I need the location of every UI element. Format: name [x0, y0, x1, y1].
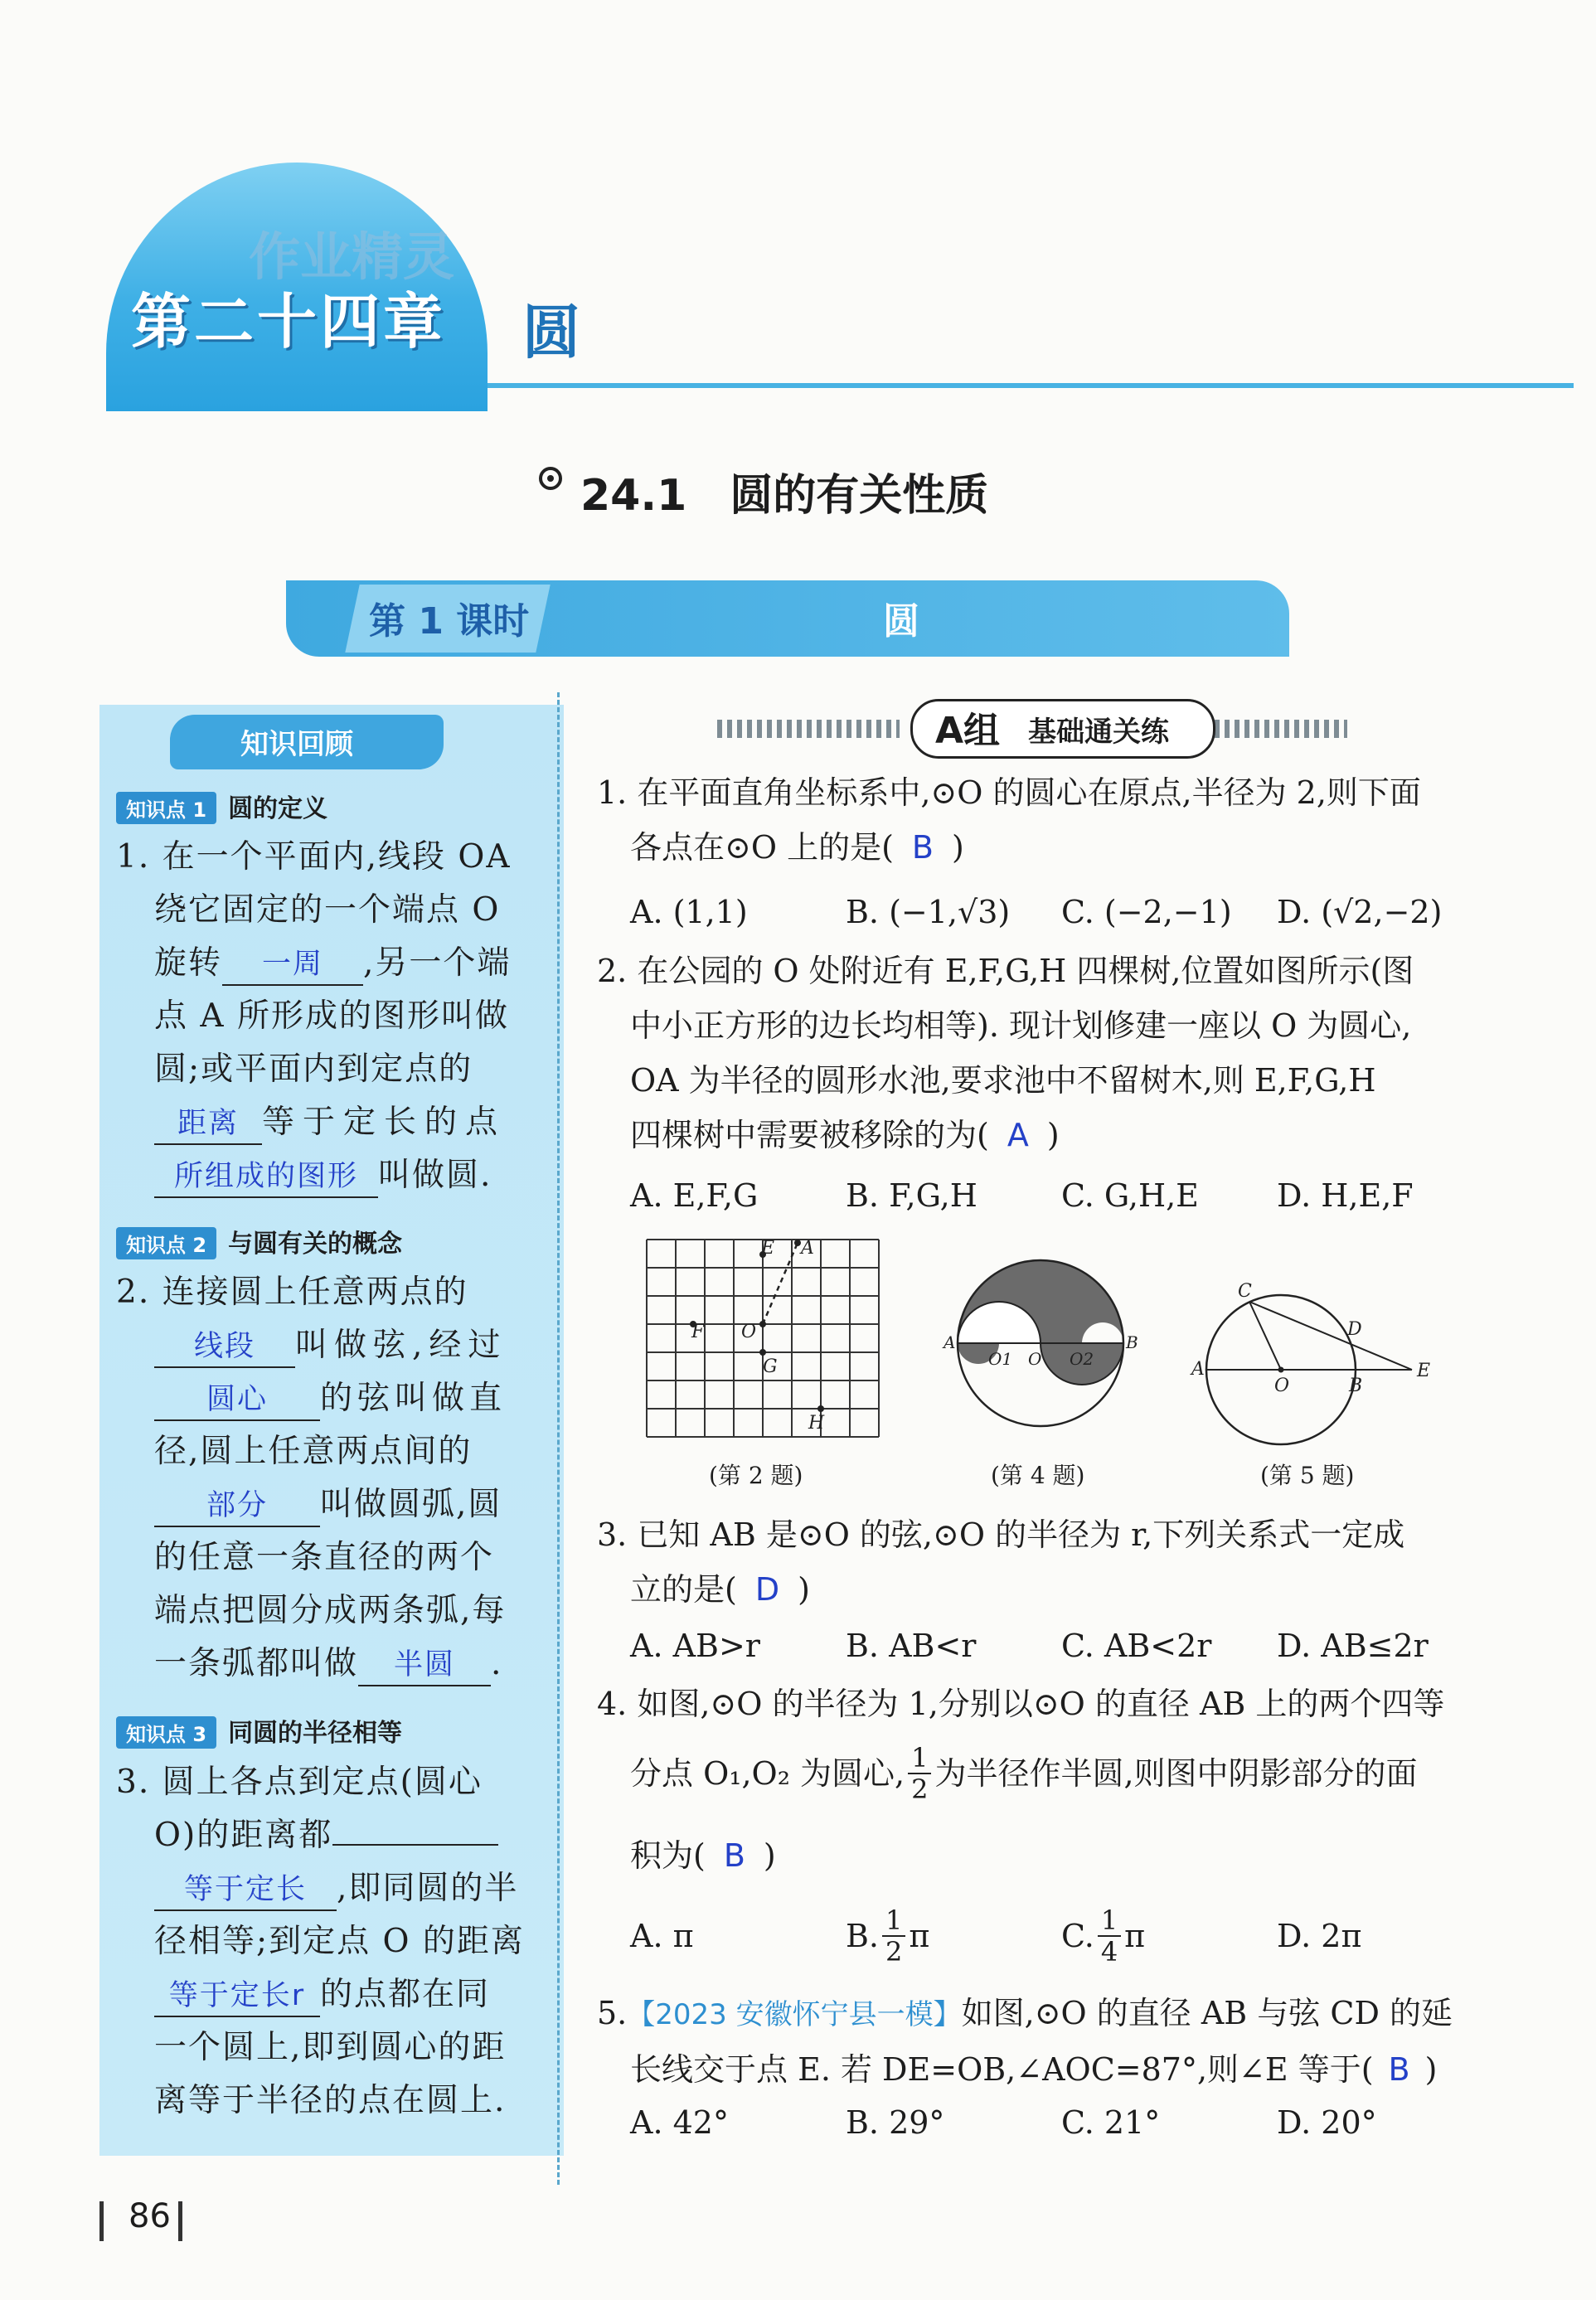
fraction-numerator: 1 — [1100, 1905, 1118, 1936]
option: A. 42° — [630, 2104, 729, 2141]
text: 叫做弦,经过 — [295, 1327, 507, 1364]
option: D. H,E,F — [1277, 1177, 1414, 1214]
kp-tag: 知识点 1 — [116, 792, 216, 824]
line-CE — [1249, 1302, 1412, 1370]
watermark: 作业精灵 — [249, 226, 455, 287]
text: 的弦叫做直 — [320, 1380, 507, 1417]
option: D. (√2,−2) — [1277, 894, 1443, 930]
text-line: 径,圆上任意两点间的 — [154, 1433, 473, 1470]
grid-lines — [647, 1240, 879, 1437]
text: ,另一个端 — [363, 944, 512, 982]
answer: B — [723, 1837, 745, 1874]
text: ) — [1046, 1117, 1060, 1153]
text: 如图,⊙O 的直径 AB 与弦 CD 的延 — [961, 1995, 1453, 2031]
option: C. (−2,−1) — [1061, 894, 1232, 930]
review-question-3 — [116, 1756, 547, 2128]
text: 旋转 — [154, 944, 223, 982]
option: B. (−1,√3) — [846, 894, 1011, 930]
point-label: E — [1417, 1361, 1431, 1381]
text-line: 径相等;到定点 O 的距离 — [154, 1923, 525, 1960]
text: 四棵树中需要被移除的为( — [630, 1117, 989, 1153]
text: . — [491, 1645, 503, 1682]
text-line: 离等于半径的点在圆上. — [154, 2082, 507, 2119]
answer-blank: 部分 — [154, 1486, 320, 1527]
answer-blank: 等于定长 — [154, 1870, 337, 1911]
text: ) — [1424, 2051, 1438, 2088]
knowledge-point-3 — [116, 1712, 402, 1749]
kp-title: 同圆的半径相等 — [228, 1719, 403, 1748]
text: 分点 O₁,O₂ 为圆心, — [630, 1755, 905, 1792]
option: D. 20° — [1277, 2104, 1377, 2141]
text: ) — [798, 1571, 810, 1608]
option: C. 21° — [1061, 2104, 1161, 2141]
question-3 — [597, 1507, 1567, 1617]
option: A. π — [630, 1918, 694, 1954]
chapter-name: 圆 — [522, 298, 580, 366]
fraction-denominator: 4 — [1098, 1935, 1121, 1967]
option: D. 2π — [1277, 1918, 1362, 1954]
text: ) — [763, 1837, 776, 1874]
point-label: O — [741, 1322, 757, 1342]
kp-tag: 知识点 2 — [116, 1227, 216, 1259]
question-5-options — [630, 2104, 1567, 2141]
text-line: 3. 已知 AB 是⊙O 的弦,⊙O 的半径为 r,下列关系式一定成 — [597, 1516, 1405, 1553]
point-label: O2 — [1070, 1349, 1094, 1369]
fraction-numerator: 1 — [885, 1905, 903, 1936]
knowledge-point-2 — [116, 1223, 402, 1259]
point-label: B — [1349, 1376, 1363, 1396]
page-number-bar — [178, 2201, 182, 2241]
figure-4-circle — [945, 1235, 1136, 1451]
chapter-divider — [488, 383, 1574, 388]
text: 叫做圆. — [378, 1157, 492, 1194]
section-title: 24.1 圆的有关性质 — [580, 471, 989, 521]
text-line: 圆;或平面内到定点的 — [154, 1051, 473, 1088]
figure-5-caption: (第 5 题) — [1260, 1462, 1355, 1489]
point-label: G — [763, 1356, 778, 1377]
option — [1061, 1905, 1277, 1967]
question-2 — [597, 944, 1567, 1162]
fraction — [908, 1743, 931, 1804]
figure-2-grid — [638, 1231, 887, 1451]
point-label: O — [1274, 1376, 1290, 1396]
text-line: 端点把圆分成两条弧,每 — [154, 1592, 507, 1629]
point-label: A — [801, 1238, 814, 1259]
answer-blank: 等于定长r — [154, 1976, 320, 2017]
text: 长线交于点 E. 若 DE=OB,∠AOC=87°,则∠E 等于( — [630, 2051, 1374, 2088]
text: 各点在⊙O 上的是( — [630, 829, 894, 866]
text: 的点都在同 — [320, 1976, 491, 2013]
answer-blank — [332, 1844, 498, 1846]
text: 立的是( — [630, 1571, 737, 1608]
text: O)的距离都 — [154, 1817, 333, 1854]
option-unit: π — [1124, 1918, 1146, 1954]
point-label: C — [1238, 1281, 1252, 1302]
point-label: A — [944, 1332, 956, 1352]
option: B. 29° — [846, 2104, 945, 2141]
option: C. G,H,E — [1061, 1177, 1199, 1214]
question-4 — [597, 1676, 1567, 1731]
fraction-numerator: 1 — [911, 1742, 929, 1774]
page-number-bar — [99, 2201, 104, 2241]
point-label: O1 — [988, 1349, 1013, 1369]
figure-2-caption: (第 2 题) — [709, 1462, 803, 1489]
text-line: 4. 如图,⊙O 的半径为 1,分别以⊙O 的直径 AB 上的两个四等 — [597, 1686, 1445, 1722]
section-bullet-icon — [539, 467, 562, 490]
question-1-options — [630, 894, 1567, 930]
tree-points — [690, 1240, 824, 1412]
text-line: 的任意一条直径的两个 — [154, 1539, 495, 1576]
figure-4-caption: (第 4 题) — [991, 1462, 1085, 1489]
text-line: 1. 在平面直角坐标系中,⊙O 的圆心在原点,半径为 2,则下面 — [597, 774, 1421, 811]
banner-stripe — [1215, 720, 1347, 738]
text-line: 3. 圆上各点到定点(圆心 — [116, 1764, 483, 1801]
question-1 — [597, 765, 1567, 875]
question-2-options — [630, 1177, 1567, 1214]
banner-stripe — [717, 720, 900, 738]
fraction — [1098, 1905, 1121, 1967]
answer-blank: 圆心 — [154, 1380, 320, 1421]
text: 5. — [597, 1995, 628, 2031]
question-4-line2 — [630, 1743, 1567, 1804]
point-label: D — [1347, 1319, 1362, 1340]
fraction-denominator: 2 — [882, 1935, 905, 1967]
text-line: 中小正方形的边长均相等). 现计划修建一座以 O 为圆心, — [630, 1007, 1412, 1044]
option: C. AB<2r — [1061, 1628, 1212, 1664]
question-source-tag: 【2023 安徽怀宁县一模】 — [627, 1998, 962, 2031]
group-label: A组 — [935, 710, 1001, 752]
text-line: 2. 在公园的 O 处附近有 E,F,G,H 四棵树,位置如图所示(图 — [597, 953, 1414, 989]
kp-title: 圆的定义 — [228, 794, 328, 823]
segment-OC — [1249, 1302, 1281, 1370]
answer: D — [754, 1571, 780, 1608]
answer-blank: 线段 — [154, 1327, 295, 1368]
option-letter: B. — [846, 1918, 880, 1954]
text: 一条弧都叫做 — [154, 1645, 359, 1682]
fraction-denominator: 2 — [908, 1773, 931, 1804]
chapter-title: 第二十四章 — [131, 286, 447, 357]
text-line: OA 为半径的圆形水池,要求池中不留树木,则 E,F,G,H — [630, 1062, 1376, 1099]
fraction — [882, 1905, 905, 1967]
question-4-line3 — [630, 1828, 776, 1883]
knowledge-point-1 — [116, 788, 327, 824]
option: A. (1,1) — [630, 894, 748, 930]
text: ,即同圆的半 — [337, 1870, 519, 1907]
option: A. AB>r — [630, 1628, 760, 1664]
option: B. F,G,H — [846, 1177, 977, 1214]
question-3-options — [630, 1628, 1567, 1664]
page-number: 86 — [129, 2197, 171, 2235]
column-divider — [557, 692, 560, 2185]
lesson-number: 第 1 课时 — [369, 600, 530, 643]
text: ) — [951, 829, 964, 866]
answer-blank: 距离 — [154, 1104, 262, 1145]
kp-tag: 知识点 3 — [116, 1716, 216, 1749]
answer-blank: 一周 — [222, 944, 363, 986]
text-line: 2. 连接圆上任意两点的 — [116, 1274, 468, 1311]
option-unit: π — [909, 1918, 930, 1954]
question-5 — [597, 1986, 1567, 2097]
text: 积为( — [630, 1837, 706, 1874]
option: B. AB<r — [846, 1628, 977, 1664]
kp-title: 与圆有关的概念 — [228, 1230, 403, 1259]
text-line: 一个圆上,即到圆心的距 — [154, 2029, 507, 2066]
answer: B — [911, 829, 934, 866]
point-label: E — [761, 1238, 775, 1259]
option: A. E,F,G — [630, 1177, 759, 1214]
review-question-1 — [116, 831, 547, 1202]
figure-5-circle — [1190, 1235, 1463, 1451]
review-banner-label: 知识回顾 — [240, 728, 353, 761]
option-letter: C. — [1061, 1918, 1094, 1954]
answer-blank: 所组成的图形 — [154, 1157, 378, 1198]
text: 等于定长的点 — [262, 1104, 507, 1141]
text-line: 点 A 所形成的图形叫做 — [154, 997, 509, 1035]
point-label: B — [1126, 1332, 1138, 1352]
review-question-2 — [116, 1266, 547, 1691]
answer-blank: 半圆 — [358, 1645, 491, 1686]
text: 叫做圆弧,圆 — [320, 1486, 502, 1523]
text-line: 绕它固定的一个端点 O — [154, 891, 501, 929]
text: 为半径作半圆,则图中阴影部分的面 — [934, 1755, 1418, 1792]
point-label: O — [1028, 1349, 1042, 1369]
question-4-options — [630, 1905, 1567, 1967]
point-label: H — [808, 1413, 825, 1434]
answer: A — [1007, 1117, 1029, 1153]
option: D. AB≤2r — [1277, 1628, 1429, 1664]
group-title: 基础通关练 — [1028, 716, 1169, 749]
point-label: A — [1191, 1359, 1205, 1380]
answer: B — [1388, 2051, 1410, 2088]
option — [846, 1905, 1061, 1967]
point-label: F — [691, 1322, 705, 1342]
lesson-name: 圆 — [883, 600, 919, 643]
text-line: 1. 在一个平面内,线段 OA — [116, 838, 512, 876]
